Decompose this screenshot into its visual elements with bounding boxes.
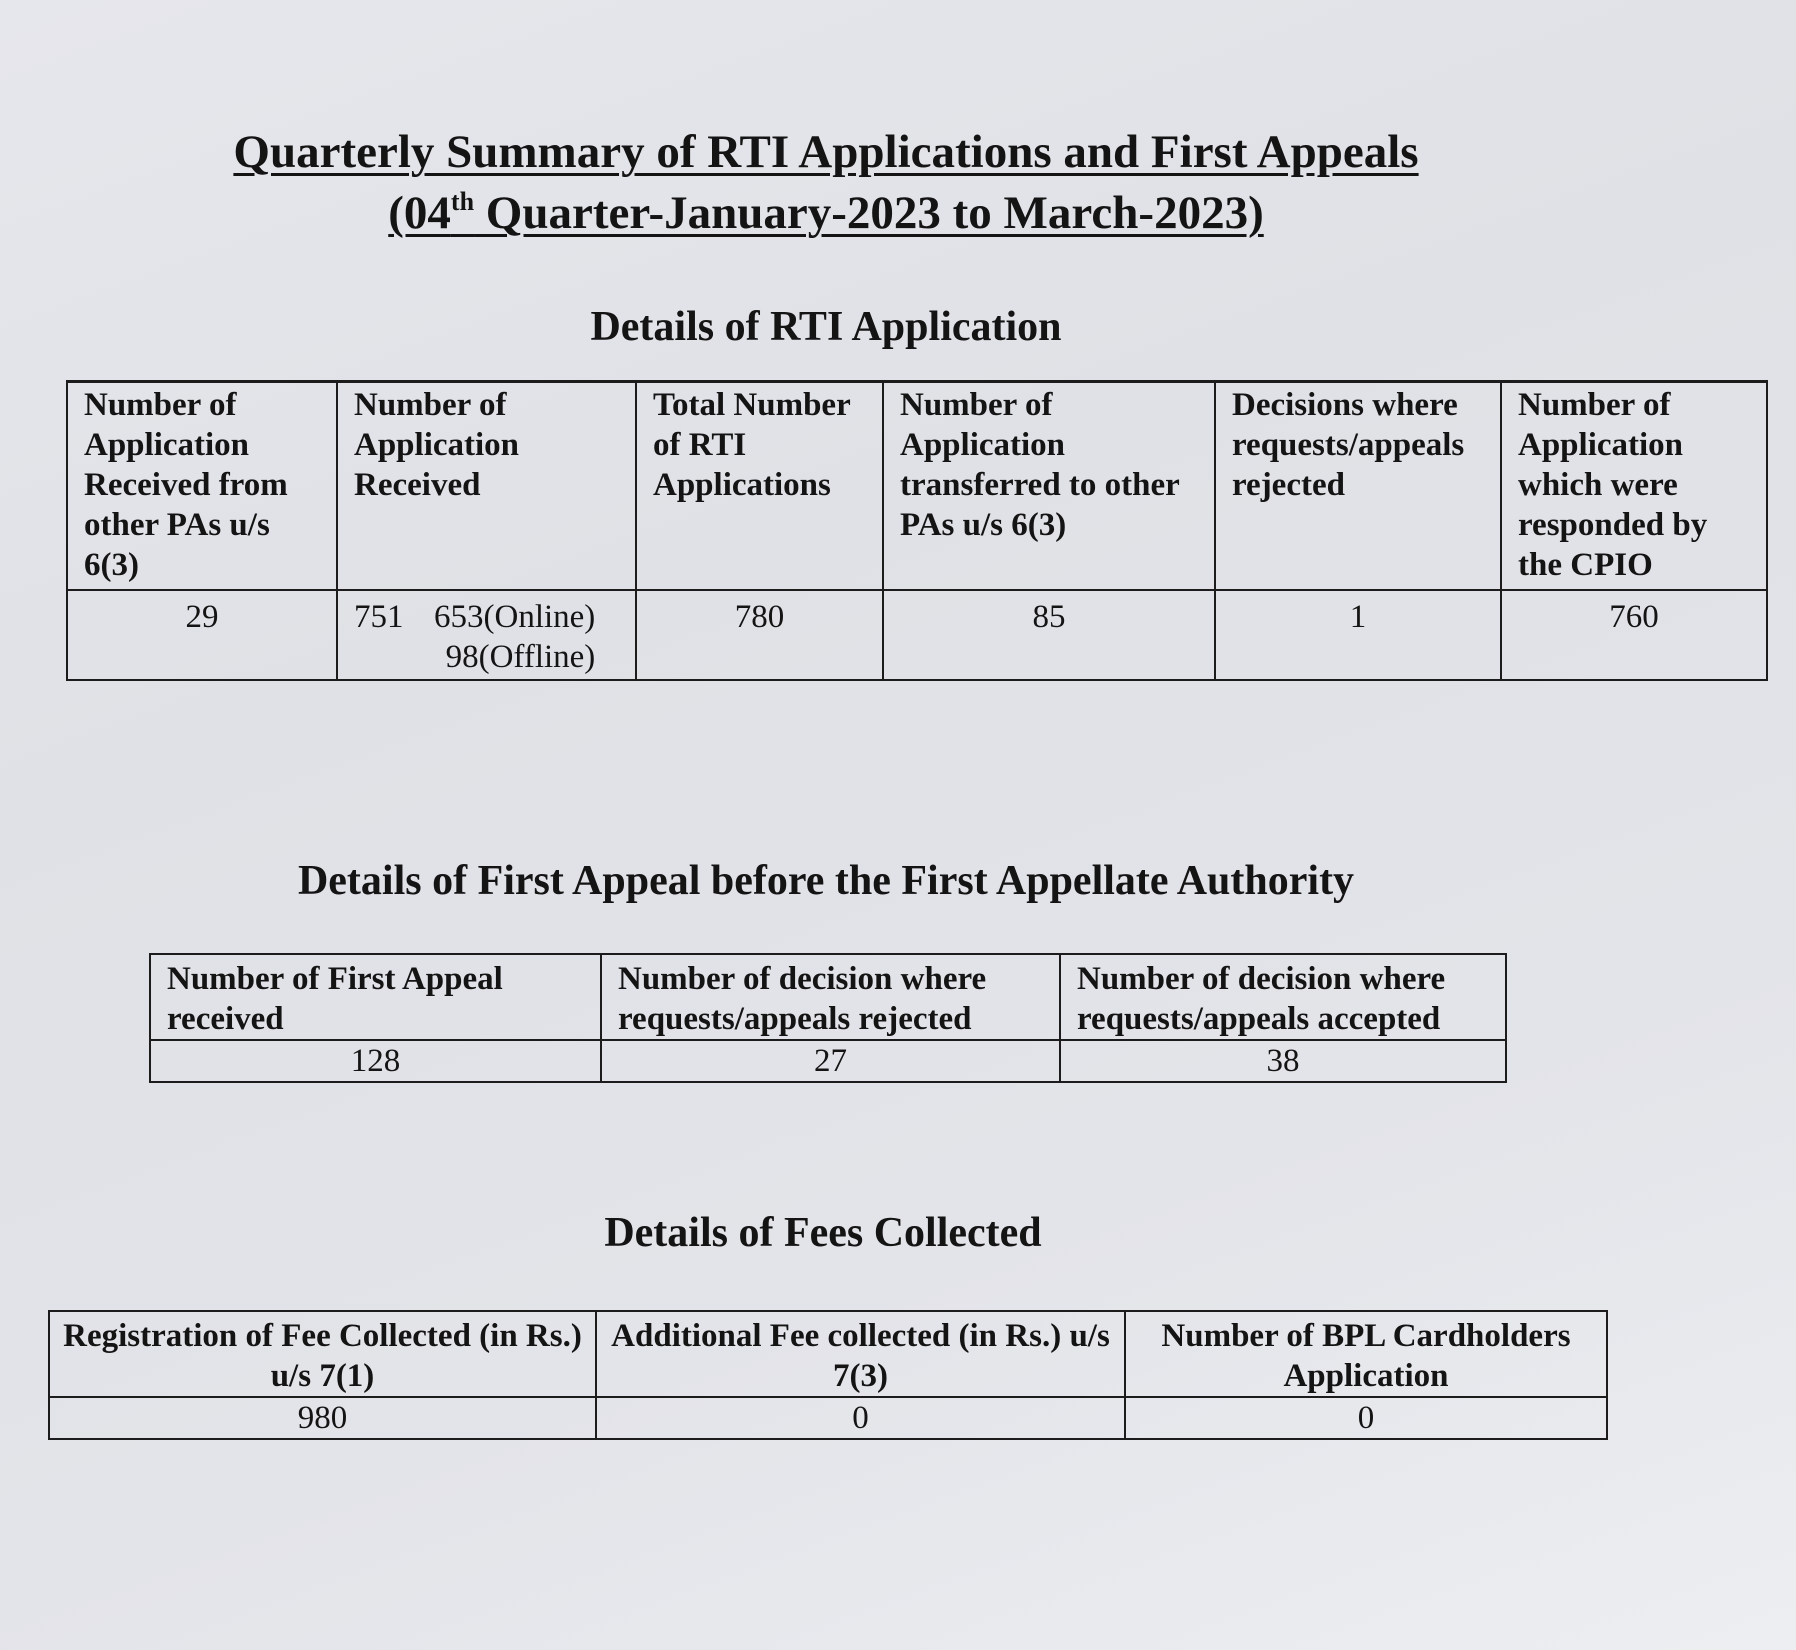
cell-total-rti-applications: 780	[636, 590, 883, 680]
table-row	[67, 590, 1767, 680]
title-line2-rest: Quarter-January-2023 to March-2023)	[474, 187, 1264, 239]
document-subtitle	[0, 183, 1652, 243]
cell-transferred: 85	[883, 590, 1215, 680]
cell-received-from-other-pas: 29	[67, 590, 337, 680]
received-split	[434, 597, 595, 677]
header-bpl-cardholders: Number of BPL Cardholders Application	[1125, 1311, 1607, 1397]
header-total-rti-applications: Total Number of RTI Applications	[636, 382, 883, 591]
cell-first-appeal-received: 128	[150, 1040, 601, 1082]
table-row	[150, 1040, 1506, 1082]
received-total-value: 751	[354, 599, 404, 635]
first-appeal-table	[149, 953, 1507, 1083]
cell-bpl-cardholders: 0	[1125, 1397, 1607, 1439]
table-header-row	[150, 954, 1506, 1040]
header-transferred: Number of Application transferred to other PAs u/s 6(3)	[883, 382, 1215, 591]
header-registration-fee: Registration of Fee Collected (in Rs.) u/s 7(1)	[49, 1311, 596, 1397]
title-line2-prefix: (04	[388, 187, 451, 239]
fees-collected-table	[48, 1310, 1608, 1440]
cell-applications-received	[337, 590, 636, 680]
header-responded-by-cpio: Number of Application which were responded by the CPIO	[1501, 382, 1767, 591]
header-rejected: Decisions where requests/appeals rejected	[1215, 382, 1501, 591]
cell-responded-by-cpio: 760	[1501, 590, 1767, 680]
fees-section-heading: Details of Fees Collected	[604, 1210, 1042, 1256]
rti-application-table	[66, 380, 1768, 681]
title-line2-sup: th	[450, 187, 475, 216]
header-appeals-accepted: Number of decision where requests/appeals accepted	[1060, 954, 1506, 1040]
received-online-value: 653(Online)	[434, 599, 596, 635]
appeal-section-heading: Details of First Appeal before the First Appellate Authority	[297, 858, 1355, 904]
header-first-appeal-received: Number of First Appeal received	[150, 954, 601, 1040]
cell-appeals-accepted: 38	[1060, 1040, 1506, 1082]
cell-rejected: 1	[1215, 590, 1501, 680]
received-offline-value: 98(Offline)	[445, 639, 596, 675]
title-line1: Quarterly Summary of RTI Applications and First Appeals	[233, 126, 1419, 178]
header-additional-fee: Additional Fee collected (in Rs.) u/s 7(3)	[596, 1311, 1125, 1397]
table-header-row	[49, 1311, 1607, 1397]
cell-appeals-rejected: 27	[601, 1040, 1060, 1082]
table-header-row	[67, 382, 1767, 591]
header-appeals-rejected: Number of decision where requests/appeals rejected	[601, 954, 1060, 1040]
header-applications-received: Number of Application Received	[337, 382, 636, 591]
rti-section-heading: Details of RTI Application	[590, 304, 1062, 350]
header-received-from-other-pas: Number of Application Received from other PAs u/s 6(3)	[67, 382, 337, 591]
cell-additional-fee: 0	[596, 1397, 1125, 1439]
cell-registration-fee: 980	[49, 1397, 596, 1439]
table-row	[49, 1397, 1607, 1439]
document-title	[0, 122, 1652, 182]
